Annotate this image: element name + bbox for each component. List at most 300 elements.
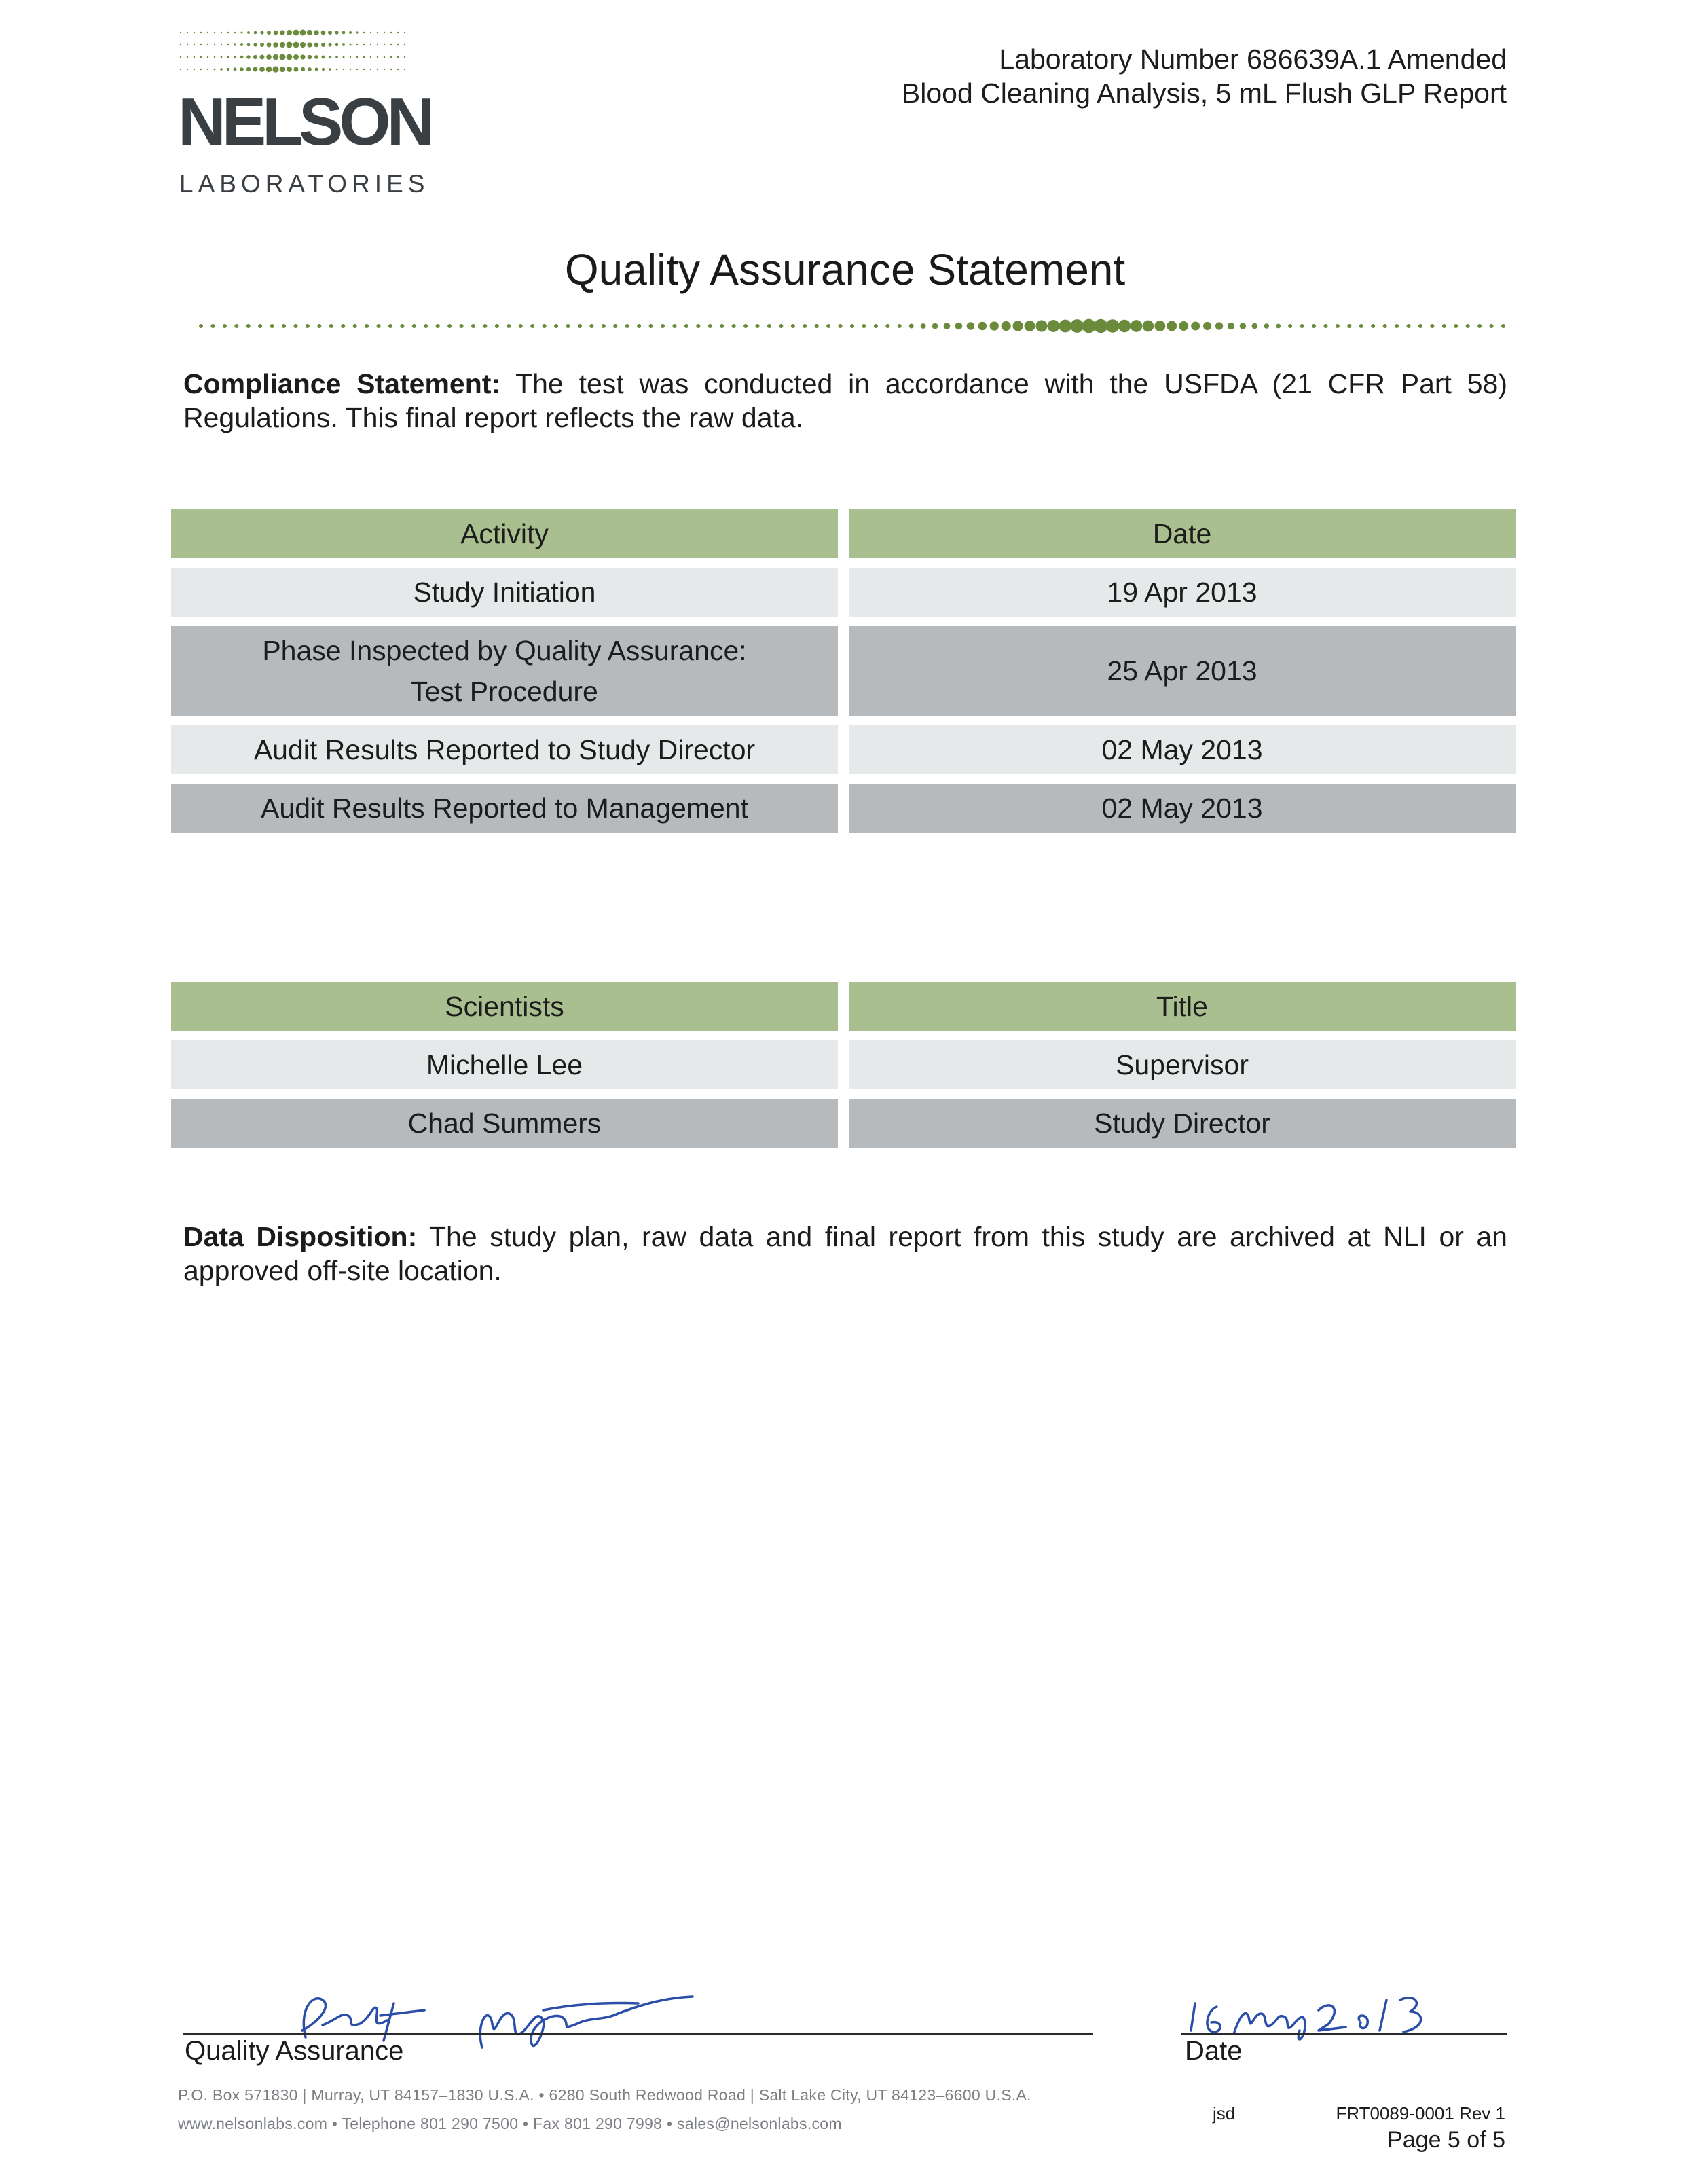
handwritten-date: [1183, 1983, 1454, 2044]
divider-dot: [1070, 319, 1084, 333]
divider-dot: [1228, 323, 1234, 329]
divider-dot: [447, 324, 452, 328]
column-header-activity: Activity: [171, 509, 838, 558]
logo-dot: [397, 56, 399, 58]
divider-dot: [566, 324, 570, 328]
divider-dot: [306, 324, 310, 328]
divider-dot: [1240, 323, 1246, 329]
divider-dot: [1442, 324, 1446, 328]
divider-dot: [779, 324, 783, 328]
dotted-divider: [197, 318, 1507, 334]
logo-dot: [397, 32, 399, 33]
logo-dot: [314, 30, 318, 35]
logo-dot: [370, 69, 371, 70]
logo-dot: [207, 32, 208, 33]
divider-dot: [944, 323, 951, 329]
divider-dot: [246, 324, 251, 328]
logo-dot: [404, 44, 405, 46]
date-cell: 19 Apr 2013: [849, 568, 1516, 617]
divider-dot: [826, 324, 830, 328]
laboratory-number: Laboratory Number 686639A.1 Amended: [999, 43, 1507, 75]
logo-dot: [390, 56, 392, 58]
scientist-title-cell: Supervisor: [849, 1040, 1516, 1089]
compliance-label: Compliance Statement:: [183, 368, 501, 399]
divider-dot: [1013, 321, 1023, 331]
divider-dot: [1154, 321, 1165, 331]
logo-dot: [221, 44, 222, 46]
logo-dot: [293, 30, 299, 36]
divider-dot: [978, 322, 987, 330]
logo-dot: [342, 31, 346, 35]
divider-dot: [1383, 324, 1387, 328]
table-header-row: [171, 982, 1516, 1031]
divider-dot: [234, 324, 238, 328]
logo-dot: [397, 69, 399, 70]
table-row: [171, 1099, 1516, 1148]
logo-dot: [335, 43, 338, 46]
logo-dot: [234, 43, 236, 46]
divider-dot: [1466, 324, 1470, 328]
logo-dot: [315, 68, 318, 71]
logo-dot: [194, 69, 195, 70]
logo-dot: [227, 44, 229, 46]
logo-dot: [272, 66, 278, 72]
divider-dot: [1454, 324, 1458, 328]
divider-dot: [495, 324, 499, 328]
logo-dot: [240, 31, 242, 33]
logo-dot: [273, 42, 278, 47]
divider-dot: [1288, 324, 1292, 328]
logo-dot: [247, 31, 250, 34]
divider-dot: [613, 324, 617, 328]
table-row: [171, 784, 1516, 833]
logo-dot: [308, 55, 312, 59]
logo-dot: [356, 44, 358, 46]
logo-dot: [247, 43, 251, 47]
table-row: [171, 568, 1516, 617]
logo-dot: [200, 32, 202, 33]
divider-dot: [602, 324, 606, 328]
logo-dot: [273, 54, 278, 60]
logo-dot: [384, 56, 385, 58]
divider-dot: [377, 324, 381, 328]
date-cell: 02 May 2013: [849, 725, 1516, 774]
divider-dot: [1477, 324, 1482, 328]
divider-dot: [874, 324, 878, 328]
divider-dot: [696, 324, 700, 328]
divider-dot: [293, 324, 297, 328]
logo-dot: [397, 44, 399, 46]
divider-dot: [1264, 323, 1269, 329]
logo-dot: [384, 32, 385, 33]
logo-dot: [266, 54, 272, 60]
divider-dot: [1252, 323, 1257, 329]
divider-dot: [1300, 324, 1304, 328]
logo-dot: [384, 69, 385, 70]
data-disposition-text: The study plan, raw data and final report from this study are archived at NLI or an approved off-site location.: [183, 1221, 1507, 1286]
logo-dot: [180, 44, 181, 46]
logo-dot: [404, 32, 405, 33]
logo-dot: [343, 56, 345, 58]
divider-dot: [649, 324, 653, 328]
logo-dot: [356, 56, 358, 58]
logo-dot: [287, 42, 293, 48]
divider-dot: [684, 324, 688, 328]
divider-dot: [1143, 321, 1154, 332]
logo-dot: [200, 44, 202, 46]
compliance-statement: [183, 367, 1507, 435]
divider-dot: [661, 324, 665, 328]
logo-dot: [404, 56, 405, 58]
logo-dot: [194, 56, 195, 58]
column-header-date: Date: [849, 509, 1516, 558]
divider-dot: [909, 324, 914, 329]
divider-dot: [1276, 324, 1281, 329]
divider-dot: [720, 324, 724, 328]
divider-dot: [990, 321, 999, 330]
divider-dot: [507, 324, 511, 328]
logo-dot: [220, 68, 222, 70]
date-cell: 02 May 2013: [849, 784, 1516, 833]
page-number: Page 5 of 5: [1387, 2127, 1505, 2153]
logo-dot: [260, 31, 263, 34]
logo-dot: [314, 55, 318, 59]
scientists-table: [171, 982, 1516, 1157]
logo-dot: [308, 67, 312, 71]
logo-dot: [377, 32, 378, 33]
report-header: [902, 42, 1507, 110]
divider-dot: [1418, 324, 1422, 328]
logo-dot: [227, 56, 229, 58]
logo-dot: [214, 69, 216, 71]
logo-dot: [370, 56, 371, 58]
divider-dot: [530, 324, 534, 328]
logo-dot: [300, 30, 306, 36]
divider-dot: [921, 323, 926, 329]
divider-dot: [1191, 321, 1200, 330]
divider-dot: [589, 324, 593, 328]
logo-dot: [363, 44, 365, 46]
logo-dot: [280, 67, 285, 72]
logo-dot: [221, 32, 222, 33]
logo-dot: [274, 31, 278, 35]
logo-dot: [254, 31, 257, 34]
divider-dot: [388, 324, 392, 328]
divider-dot: [1047, 320, 1059, 332]
divider-dot: [400, 324, 404, 328]
logo-dot: [234, 56, 236, 58]
divider-dot: [519, 324, 523, 328]
logo-dot: [194, 44, 195, 46]
divider-dot: [554, 324, 558, 328]
logo-dot: [404, 69, 405, 70]
divider-dot: [932, 323, 938, 329]
divider-dot: [839, 324, 843, 328]
qa-signature-line: [183, 2033, 1093, 2035]
logo-dot: [300, 54, 305, 59]
logo-dot: [253, 43, 257, 46]
logo-dot: [267, 31, 271, 35]
logo-dot: [180, 56, 181, 58]
divider-dot: [1430, 324, 1434, 328]
logo-dot: [207, 69, 208, 70]
divider-dot: [341, 324, 345, 328]
activity-cell: Study Initiation: [171, 568, 838, 617]
logo-dot: [253, 67, 257, 71]
scientist-name-cell: Chad Summers: [171, 1099, 838, 1148]
divider-dot: [1312, 324, 1316, 328]
divider-dot: [708, 324, 712, 328]
table-row: [171, 1040, 1516, 1089]
logo-dot: [280, 42, 285, 48]
logo-dot: [266, 67, 272, 72]
divider-dot: [460, 324, 464, 328]
report-name: Blood Cleaning Analysis, 5 mL Flush GLP Report: [901, 77, 1507, 109]
logo-dot: [227, 68, 229, 71]
divider-dot: [1131, 320, 1143, 332]
nelson-logo: [178, 27, 431, 198]
logo-dot: [187, 69, 188, 70]
logo-dot: [194, 32, 195, 33]
logo-dot: [280, 30, 284, 35]
qa-signature-label: Quality Assurance: [185, 2036, 404, 2066]
divider-dot: [885, 324, 889, 328]
logo-dot: [287, 30, 292, 35]
logo-dot: [363, 32, 365, 33]
logo-dot: [336, 69, 338, 71]
logo-dot: [350, 69, 351, 70]
footer-contact: www.nelsonlabs.com • Telephone 801 290 7500 • Fax 801 290 7998 • sales@nelsonlabs.com: [178, 2115, 842, 2132]
logo-dot: [314, 43, 319, 48]
divider-dot: [282, 324, 286, 328]
logo-dot: [356, 31, 358, 33]
column-header-title: Title: [849, 982, 1516, 1031]
divider-dot: [1059, 320, 1071, 333]
logo-dot: [253, 55, 257, 59]
activity-line: Phase Inspected by Quality Assurance:: [262, 635, 747, 666]
logo-dot: [328, 31, 332, 35]
table-row: [171, 725, 1516, 774]
logo-dot: [342, 43, 345, 46]
divider-dot: [743, 324, 748, 328]
divider-dot: [1407, 324, 1411, 328]
logo-dot: [349, 31, 352, 34]
activity-cell: Audit Results Reported to Study Director: [171, 725, 838, 774]
divider-dot: [223, 324, 227, 328]
logo-dot: [321, 43, 325, 47]
divider-dot: [1025, 321, 1035, 331]
activity-table: [171, 509, 1516, 842]
divider-dot: [862, 324, 866, 328]
data-disposition: [183, 1220, 1507, 1288]
logo-dot: [240, 43, 243, 46]
logo-dot: [390, 44, 392, 46]
logo-dot: [321, 31, 326, 35]
divider-dot: [672, 324, 676, 328]
date-signature-label: Date: [1185, 2036, 1243, 2066]
logo-dot: [390, 69, 392, 70]
activity-cell: Audit Results Reported to Management: [171, 784, 838, 833]
divider-dot: [732, 324, 736, 328]
divider-dot: [1167, 321, 1177, 331]
logo-dot: [200, 69, 202, 70]
table-header-row: [171, 509, 1516, 558]
logo-dot: [307, 30, 312, 35]
logo-dot: [300, 42, 306, 48]
logo-dot: [180, 32, 181, 33]
logo-dot: [322, 68, 325, 71]
logo-dot: [349, 43, 351, 46]
column-header-scientists: Scientists: [171, 982, 838, 1031]
divider-dot: [967, 322, 974, 329]
divider-dot: [258, 324, 262, 328]
logo-dot: [240, 56, 244, 59]
logo-dot: [180, 69, 181, 70]
logo-dot: [343, 69, 344, 70]
divider-dot: [424, 324, 428, 328]
logo-dot: [214, 44, 215, 46]
logo-dot: [234, 68, 237, 71]
logo-dot: [234, 32, 236, 33]
divider-dot: [756, 324, 760, 328]
footer-form-number: FRT0089-0001 Rev 1: [1336, 2103, 1505, 2124]
logo-dot: [260, 43, 264, 47]
divider-dot: [1035, 321, 1047, 332]
compliance-text: The test was conducted in accordance with the USFDA (21 CFR Part 58) Regulations. This final report reflects the raw data.: [183, 368, 1507, 433]
divider-dot: [270, 324, 274, 328]
divider-dot: [199, 324, 203, 328]
divider-dot: [767, 324, 771, 328]
logo-dot: [279, 54, 285, 60]
page-title: Quality Assurance Statement: [564, 245, 1126, 294]
divider-dot: [1501, 324, 1505, 328]
logo-dot: [221, 56, 223, 58]
table-row: [171, 626, 1516, 716]
logo-dot: [301, 67, 305, 71]
footer-initials: jsd: [1213, 2103, 1236, 2124]
logo-dot: [240, 67, 244, 71]
logo-dot: [390, 32, 392, 33]
logo-dot: [321, 55, 325, 58]
divider-dot: [1323, 324, 1327, 328]
logo-dot: [187, 44, 188, 46]
logo-dot: [227, 32, 229, 33]
logo-dot: [260, 55, 265, 60]
divider-dot: [850, 324, 854, 328]
divider-dot: [317, 324, 321, 328]
logo-dot: [363, 56, 365, 58]
logo-dot: [335, 31, 338, 34]
divider-dot: [1359, 324, 1363, 328]
divider-dot: [1336, 324, 1340, 328]
logo-dot: [246, 55, 250, 58]
divider-dot: [1179, 321, 1188, 331]
divider-dot: [791, 324, 795, 328]
divider-dot: [329, 324, 333, 328]
divider-dot: [1347, 324, 1351, 328]
logo-dot: [259, 67, 265, 72]
logo-dot: [287, 67, 292, 72]
logo-dot: [363, 69, 365, 70]
divider-dot: [625, 324, 629, 328]
logo-dot: [350, 56, 351, 58]
logo-dot: [328, 43, 331, 46]
logo-dot: [370, 32, 371, 33]
logo-dot: [293, 54, 299, 60]
divider-dot: [1106, 319, 1119, 332]
logo-dot: [214, 56, 215, 58]
divider-dot: [1371, 324, 1375, 328]
logo-dot: [287, 54, 293, 60]
date-signature-line: [1181, 2033, 1507, 2035]
logo-dot: [377, 69, 378, 70]
logo-dot: [214, 32, 215, 33]
divider-dot: [815, 324, 819, 328]
activity-cell: [171, 626, 838, 716]
logo-dot: [384, 44, 385, 46]
divider-dot: [1215, 322, 1223, 329]
divider-dot: [353, 324, 357, 328]
data-disposition-label: Data Disposition:: [183, 1221, 418, 1252]
scientist-title-cell: Study Director: [849, 1099, 1516, 1148]
logo-dot: [187, 56, 188, 58]
divider-dot: [1094, 319, 1107, 333]
logo-dot: [370, 44, 371, 46]
logo-subtitle: LABORATORIES: [179, 170, 430, 198]
logo-dot: [293, 67, 298, 71]
divider-dot: [1118, 320, 1131, 333]
logo-dot: [356, 69, 358, 70]
activity-line: Test Procedure: [411, 676, 598, 707]
divider-dot: [436, 324, 440, 328]
divider-dot: [483, 324, 487, 328]
logo-dot: [187, 32, 188, 33]
logo-dots-graphic: [178, 27, 409, 81]
divider-dot: [803, 324, 807, 328]
divider-dot: [365, 324, 369, 328]
logo-dot: [246, 67, 251, 71]
divider-dot: [578, 324, 582, 328]
logo-dot: [200, 56, 202, 58]
logo-dot: [329, 68, 331, 70]
divider-dot: [471, 324, 475, 328]
logo-dot: [293, 42, 299, 48]
logo-wordmark: NELSON: [178, 84, 431, 159]
divider-dot: [1203, 322, 1211, 330]
logo-dot: [335, 56, 338, 58]
divider-dot: [1395, 324, 1399, 328]
logo-dot: [329, 56, 331, 58]
footer-address: P.O. Box 571830 | Murray, UT 84157–1830 U.S.A. • 6280 South Redwood Road | Salt Lake City, UT 84123–6600 U.S.A.: [178, 2086, 1031, 2104]
divider-dot: [1490, 324, 1494, 328]
logo-dot: [267, 43, 272, 48]
logo-dot: [307, 42, 312, 47]
logo-dot: [207, 56, 208, 58]
logo-dot: [377, 56, 378, 58]
divider-dot: [955, 323, 963, 330]
date-cell: 25 Apr 2013: [849, 626, 1516, 716]
logo-dot: [207, 44, 208, 46]
logo-dot: [377, 44, 378, 46]
divider-dot: [898, 324, 902, 328]
divider-dot: [1002, 321, 1011, 331]
scientist-name-cell: Michelle Lee: [171, 1040, 838, 1089]
divider-dot: [412, 324, 416, 328]
divider-dot: [543, 324, 547, 328]
divider-dot: [637, 324, 641, 328]
handwritten-date-ink: [1183, 1983, 1454, 2044]
divider-dot: [210, 324, 215, 328]
